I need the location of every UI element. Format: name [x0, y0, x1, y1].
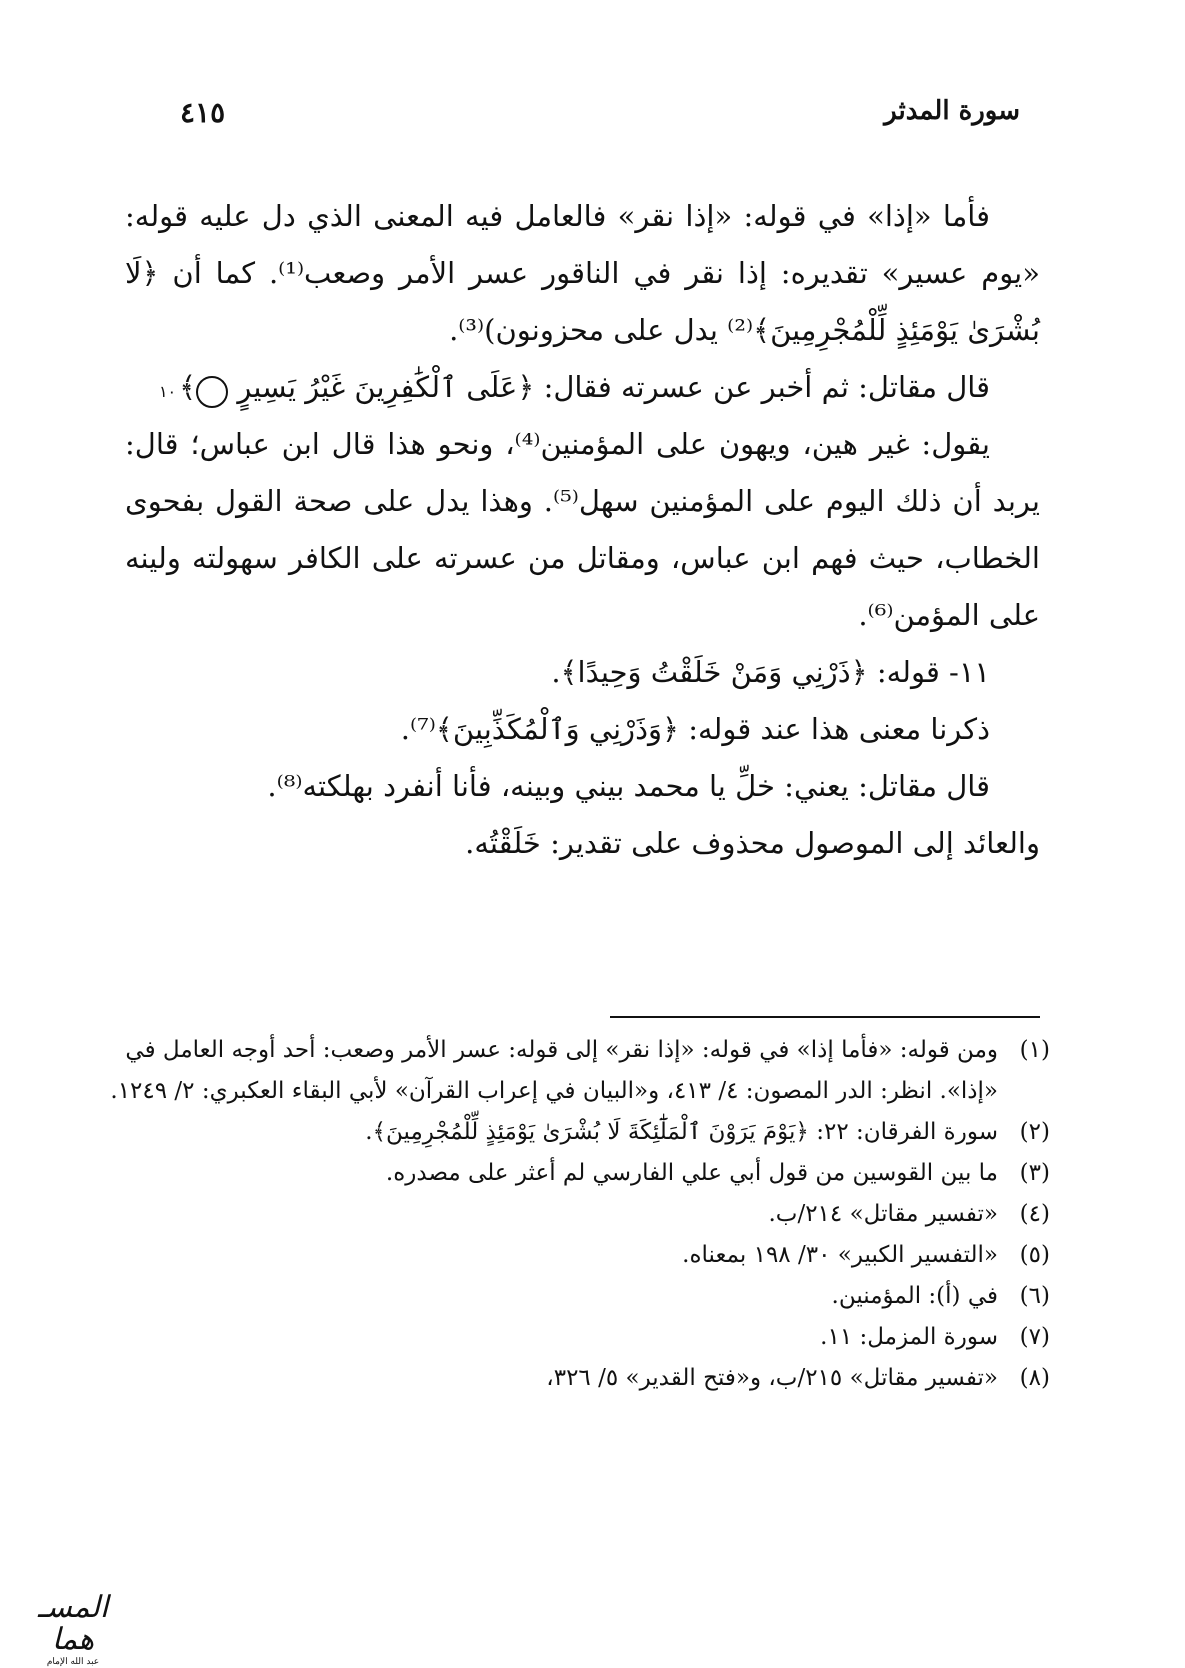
footnote-item — [110, 1030, 1050, 1112]
footnote-text: ما بين القوسين من قول أبي علي الفارسي لم أعثر على مصدره. — [385, 1160, 998, 1186]
footnote-item — [110, 1317, 1050, 1358]
footnote-number: (٧) — [1019, 1324, 1050, 1350]
footnote-number: (٥) — [1019, 1242, 1050, 1268]
paragraph-2-close: ﴾ — [179, 370, 197, 404]
footnote-text: «تفسير مقاتل» ٢١٥/ب، و«فتح القدير» ٥/ ٣٢٦، — [546, 1365, 998, 1391]
paragraph-2-text: قال مقاتل: ثم أخبر عن عسرته فقال: ﴿عَلَى ٱلْكَٰفِرِينَ غَيْرُ يَسِيرٍ — [237, 370, 990, 404]
verse-number-marker: ١٠ — [196, 376, 228, 408]
paragraph-4: ١١- قوله: ﴿ذَرْنِي وَمَنْ خَلَقْتُ وَحِيدًا﴾. — [551, 655, 990, 689]
footnote-number: (٤) — [1019, 1201, 1050, 1227]
footnote-item — [110, 1112, 1050, 1153]
running-title: سورة المدثر — [884, 96, 1020, 126]
paragraph-5: ذكرنا معنى هذا عند قوله: ﴿وَذَرْنِي وَٱلْمُكَذِّبِينَ﴾⁽⁷⁾. — [400, 712, 990, 746]
paragraph-1: فأما «إذا» في قوله: «إذا نقر» فالعامل فيه المعنى الذي دل عليه قوله: «يوم عسير» تقديره: إذا نقر في الناقور عسر الأمر وصعب⁽¹⁾. كما أن ﴿لَا بُشْرَىٰ يَوْمَئِذٍ لِّلْمُجْرِمِينَ﴾⁽²⁾ يدل على محزونون)⁽³⁾. — [125, 199, 1040, 347]
footnote-number: (٨) — [1019, 1365, 1050, 1391]
library-stamp-logo — [18, 1590, 128, 1667]
footnote-number: (٣) — [1019, 1160, 1050, 1186]
paragraph-2 — [125, 359, 1040, 416]
stamp-sub-text: عبد الله الإمام — [46, 1657, 100, 1667]
stamp-main-text: المسـ هما — [37, 1590, 109, 1657]
main-text — [125, 188, 1040, 872]
footnote-text: سورة المزمل: ١١. — [820, 1324, 998, 1350]
footnote-number: (١) — [1019, 1037, 1050, 1063]
footnote-text: سورة الفرقان: ٢٢: ﴿يَوْمَ يَرَوْنَ ٱلْمَلَٰٓئِكَةَ لَا بُشْرَىٰ يَوْمَئِذٍ لِّلْمُجْرِمِينَ﴾. — [365, 1119, 998, 1145]
paragraph-7: والعائد إلى الموصول محذوف على تقدير: خَلَقْتُه. — [465, 826, 1040, 860]
footnote-text: «التفسير الكبير» ٣٠/ ١٩٨ بمعناه. — [682, 1242, 998, 1268]
footnote-item — [110, 1358, 1050, 1399]
footnote-item — [110, 1276, 1050, 1317]
paragraph-6: قال مقاتل: يعني: خلِّ يا محمد بيني وبينه، فأنا أنفرد بهلكته⁽⁸⁾. — [267, 769, 990, 803]
page-header — [180, 96, 1020, 146]
footnote-text: ومن قوله: «فأما إذا» في قوله: «إذا نقر» إلى قوله: عسر الأمر وصعب: أحد أوجه العامل في «إذا». انظر: الدر المصون: ٤/ ٤١٣، و«البيان في إعراب القرآن» لأبي البقاء العكبري: ٢/ ١٢٤٩. — [110, 1037, 998, 1104]
footnote-number: (٦) — [1019, 1283, 1050, 1309]
footnote-divider — [610, 1016, 1040, 1018]
footnote-item — [110, 1194, 1050, 1235]
paragraph-3: يقول: غير هين، ويهون على المؤمنين⁽⁴⁾، ونحو هذا قال ابن عباس؛ قال: يربد أن ذلك اليوم على المؤمنين سهل⁽⁵⁾. وهذا يدل على صحة القول بفحوى الخطاب، حيث فهم ابن عباس، ومقاتل من عسرته على الكافر سهولته ولينه على المؤمن⁽⁶⁾. — [125, 427, 1040, 632]
footnote-item — [110, 1153, 1050, 1194]
footnotes — [110, 1030, 1050, 1399]
footnote-text: «تفسير مقاتل» ٢١٤/ب. — [768, 1201, 998, 1227]
page-number: ٤١٥ — [180, 96, 226, 129]
footnote-number: (٢) — [1019, 1119, 1050, 1145]
footnote-text: في (أ): المؤمنين. — [831, 1283, 998, 1309]
footnote-item — [110, 1235, 1050, 1276]
